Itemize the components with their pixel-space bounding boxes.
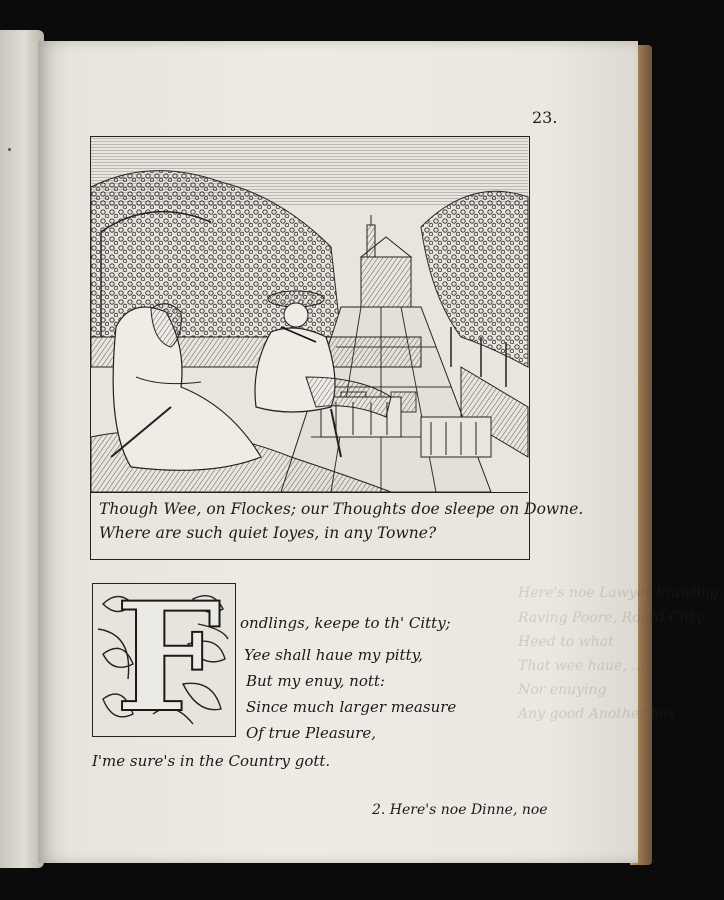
initial-letter: F xyxy=(115,570,222,746)
poem-line: Since much larger measure xyxy=(246,698,457,716)
garden-engraving xyxy=(91,137,528,493)
show-through: Nor enuying xyxy=(518,682,607,698)
caption-line: Where are such quiet Ioyes, in any Towne? xyxy=(99,524,437,542)
show-through: Any good Another has xyxy=(518,706,675,722)
page-number: 23. xyxy=(532,108,558,127)
plate-caption xyxy=(99,497,583,545)
show-through: Heed to what xyxy=(518,634,614,650)
poem-line: ondlings, keepe to th' Citty; xyxy=(240,614,451,632)
show-through: Here's noe Lawyer brawling; xyxy=(518,585,724,601)
poem-line: But my enuy, nott: xyxy=(246,672,385,690)
poem-line: Of true Pleasure, xyxy=(246,724,377,742)
decorated-initial xyxy=(92,570,236,746)
catchword: 2. Here's noe Dinne, noe xyxy=(372,802,548,818)
caption-line: Though Wee, on Flockes; our Thoughts doe sleepe on Downe. xyxy=(99,500,584,518)
poem-line: I'me sure's in the Country gott. xyxy=(92,752,331,770)
show-through: Raving Poore, Roard Citty xyxy=(518,610,704,626)
show-through: That wee haue, ... xyxy=(518,658,645,674)
illustration-plate xyxy=(90,136,584,560)
poem-line: Yee shall haue my pitty, xyxy=(244,646,423,664)
